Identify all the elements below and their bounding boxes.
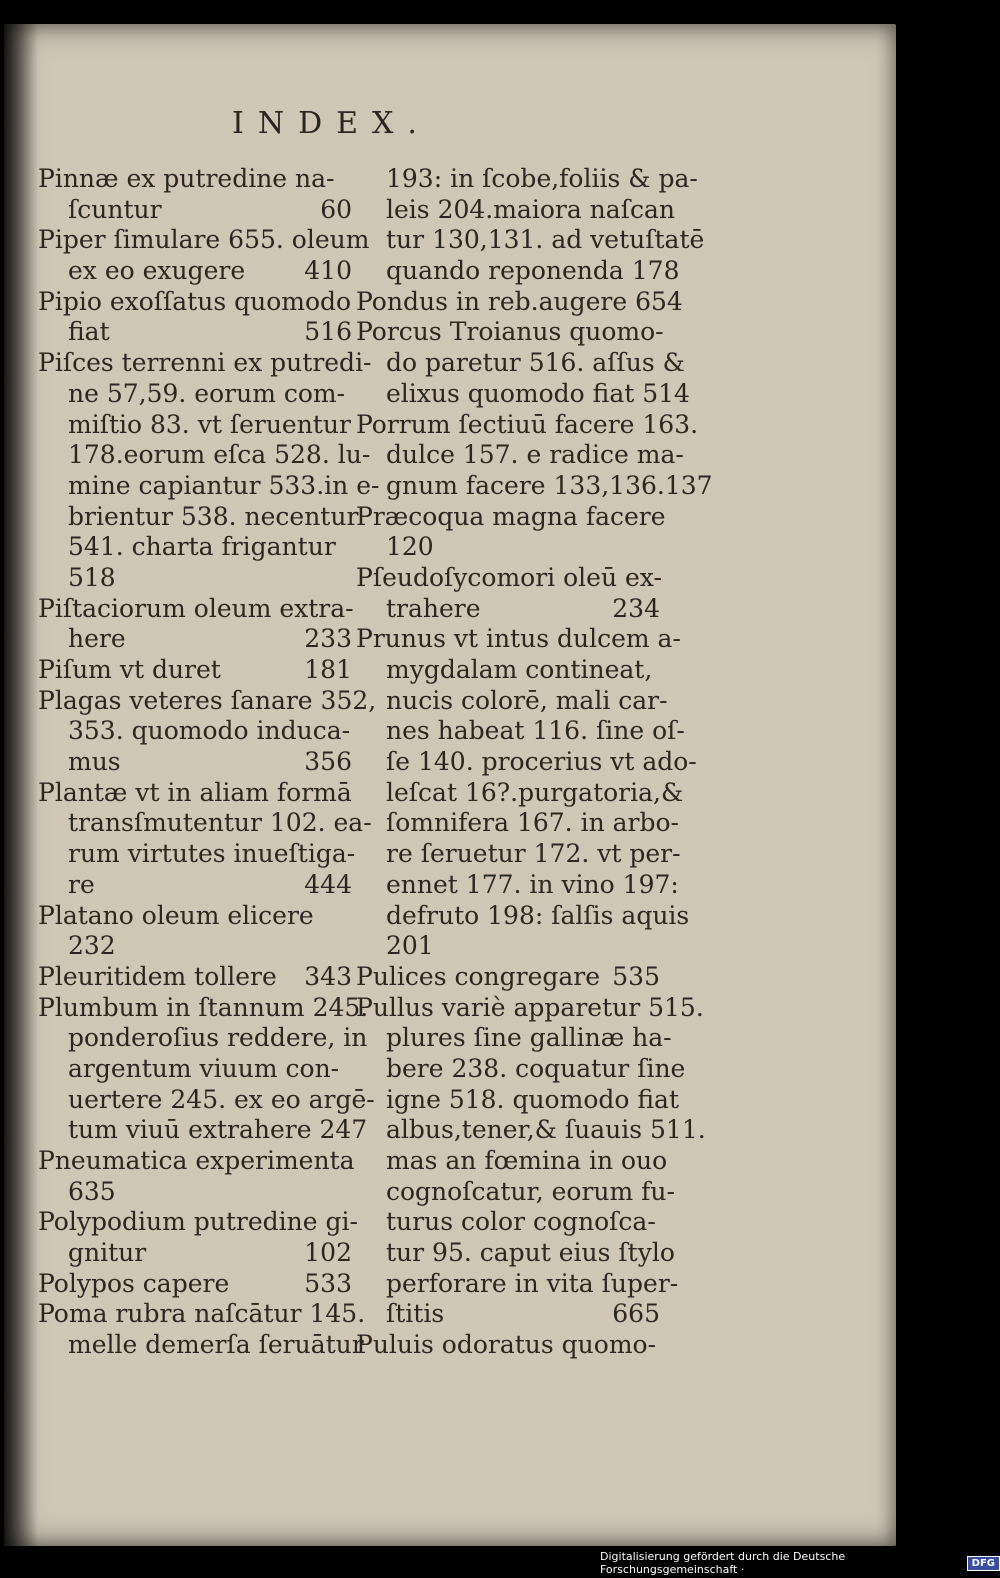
page-number: 665 <box>612 1299 660 1329</box>
page-number: 234 <box>612 593 660 623</box>
index-entry-line <box>356 225 705 256</box>
index-entry-line <box>356 1084 679 1116</box>
index-entry-line <box>356 1238 675 1269</box>
index-entry-line <box>356 256 680 287</box>
entry-text: here <box>68 624 126 654</box>
entry-text: Pinnæ ex putredine na- <box>38 164 335 193</box>
index-entry-line <box>38 594 352 625</box>
index-entry-line <box>38 225 370 256</box>
entry-text: rum virtutes inueſtiga- <box>68 839 356 869</box>
index-entry-line <box>356 378 690 410</box>
index-entry-line <box>356 1053 686 1085</box>
index-entry-line <box>38 808 372 839</box>
entry-text: tur 95. caput eius ſtylo <box>386 1238 675 1268</box>
digitization-credit <box>600 1552 1000 1574</box>
index-entry-line <box>356 685 668 717</box>
index-column-left <box>38 164 380 1361</box>
index-entry-line <box>38 747 352 778</box>
index-entry-line <box>356 348 685 379</box>
index-entry-line <box>356 624 681 655</box>
entry-text: 518 <box>68 562 116 592</box>
entry-text: miſtio 83. vt ſeruentur <box>68 409 351 439</box>
entry-text: cognoſcatur, eorum fu- <box>386 1176 675 1206</box>
entry-text: do paretur 516. aſſus & <box>386 348 685 378</box>
entry-text: tum viuū extrahere 247 <box>68 1115 368 1145</box>
index-entry-line <box>38 287 352 318</box>
index-entry-line <box>38 870 352 901</box>
entry-text: 232 <box>68 931 116 961</box>
entry-text: Piſtaciorum oleum extra- <box>38 593 354 623</box>
entry-text: Puluis odoratus quomo- <box>356 1330 657 1360</box>
entry-text: 193: in ſcobe,foliis & pa- <box>386 164 698 193</box>
index-entry-line <box>38 1023 368 1054</box>
entry-text: Plumbum in ſtannum 245. <box>38 992 369 1022</box>
index-entry-line <box>38 470 380 502</box>
index-entry-line <box>38 410 352 441</box>
entry-text: leis 204.maiora naſcan <box>386 194 675 224</box>
index-entry-line <box>38 256 352 287</box>
page-number: 102 <box>304 1238 352 1268</box>
entry-text: gnum facere 133,136.137 <box>386 470 713 500</box>
page-number: 356 <box>304 747 352 777</box>
entry-text: argentum viuum con- <box>68 1053 340 1083</box>
index-entry-line <box>38 195 352 226</box>
index-entry-line <box>356 808 679 839</box>
entry-text: melle demerſa ſeruātur <box>68 1330 364 1360</box>
entry-text: brientur 538. necentur <box>68 501 359 531</box>
index-entry-line <box>38 962 352 993</box>
index-entry-line <box>356 470 713 502</box>
book-page <box>4 24 896 1546</box>
entry-text: re ſeruetur 172. vt per- <box>386 839 681 869</box>
entry-text: gnitur <box>68 1238 147 1268</box>
page-number: 410 <box>304 256 352 286</box>
entry-text: mygdalam contineat, <box>386 655 653 684</box>
entry-text: igne 518. quomodo fiat <box>386 1084 679 1114</box>
entry-text: Piſum vt duret <box>38 655 221 684</box>
entry-text: Præcoqua magna facere <box>356 501 666 531</box>
index-entry-line <box>356 1299 660 1330</box>
index-entry-line <box>356 1207 660 1238</box>
index-entry-line <box>38 1238 352 1269</box>
entry-text: re <box>68 869 95 899</box>
index-entry-line <box>356 532 660 563</box>
index-entry-line <box>356 1330 660 1361</box>
index-entry-line <box>38 1177 352 1208</box>
index-entry-line <box>38 317 352 348</box>
entry-text: ſcuntur <box>68 194 162 224</box>
entry-text: plures ſine gallinæ ha- <box>386 1023 672 1053</box>
index-entry-line <box>38 901 352 932</box>
index-entry-line <box>38 624 352 655</box>
entry-text: albus,tener,& ſuauis 511. <box>386 1115 706 1145</box>
entry-text: Pleuritidem tollere <box>38 961 277 991</box>
index-entry-line <box>356 594 660 625</box>
entry-text: Pneumatica experimenta <box>38 1146 355 1175</box>
index-entry-line <box>356 655 660 686</box>
entry-text: Pullus variè apparetur 515. <box>356 992 704 1022</box>
index-entry-line <box>356 1023 672 1054</box>
entry-text: Pſeudoſycomori oleū ex- <box>356 562 662 592</box>
entry-text: mas an fœmina in ouo <box>386 1146 668 1175</box>
index-entry-line <box>356 501 666 533</box>
index-entry-line <box>38 1207 358 1238</box>
page-number: 535 <box>612 961 660 991</box>
index-entry-line <box>356 317 664 348</box>
entry-text: Polypos capere <box>38 1268 230 1298</box>
entry-text: ſtitis <box>386 1299 445 1329</box>
entry-text: ne 57,59. eorum com- <box>68 378 346 408</box>
entry-text: Porcus Troianus quomo- <box>356 317 664 347</box>
entry-text: 201 <box>386 931 434 961</box>
entry-text: turus color cognoſca- <box>386 1207 656 1237</box>
entry-text: ex eo exugere <box>68 256 246 286</box>
index-entry-line <box>38 1084 375 1116</box>
index-entry-line <box>38 1299 366 1330</box>
page-number: 181 <box>304 655 352 684</box>
entry-text: Piſces terrenni ex putredi- <box>38 348 372 378</box>
entry-text: tur 130,131. ad vetuſtatē <box>386 225 705 255</box>
index-entry-line <box>38 1115 368 1146</box>
index-entry-line <box>356 839 681 870</box>
entry-text: perforare in vita ſuper- <box>386 1268 679 1298</box>
index-entry-line <box>356 992 704 1024</box>
page-number: 60 <box>320 194 352 224</box>
index-entry-line <box>38 501 359 533</box>
index-entry-line <box>356 194 675 226</box>
entry-text: 120 <box>386 532 434 562</box>
index-entry-line <box>356 1115 706 1146</box>
entry-text: mus <box>68 747 121 777</box>
entry-text: transſmutentur 102. ea- <box>68 808 372 838</box>
entry-text: Prunus vt intus dulcem a- <box>356 624 681 654</box>
entry-text: ponderoſius reddere, in <box>68 1023 368 1053</box>
page-number: 444 <box>304 869 352 899</box>
page-title: INDEX. <box>232 106 431 141</box>
index-entry-line <box>38 1054 352 1085</box>
dfg-logo: DFG <box>967 1556 1000 1571</box>
index-entry-line <box>356 164 698 195</box>
index-entry-line <box>38 839 356 870</box>
page-number: 233 <box>304 624 352 654</box>
entry-text: bere 238. coquatur ſine <box>386 1053 686 1083</box>
index-entry-line <box>38 716 352 747</box>
index-entry-line <box>38 164 352 195</box>
entry-text: 541. charta frigantur <box>68 532 336 562</box>
page-number: 343 <box>304 961 352 991</box>
index-entry-line <box>38 655 352 686</box>
entry-text: uertere 245. ex eo argē- <box>68 1084 375 1114</box>
entry-text: Porrum ſectiuū facere 163. <box>356 409 699 439</box>
index-entry-line <box>38 1146 355 1177</box>
entry-text: fiat <box>68 317 110 347</box>
entry-text: quando reponenda 178 <box>386 256 680 286</box>
index-entry-line <box>356 409 699 441</box>
entry-text: Plantæ vt in aliam formā <box>38 777 352 807</box>
index-entry-line <box>38 1330 364 1361</box>
entry-text: Platano oleum elicere <box>38 900 314 930</box>
entry-text: elixus quomodo fiat 514 <box>386 378 690 408</box>
entry-text: ennet 177. in vino 197: <box>386 869 679 899</box>
entry-text: 353. quomodo induca- <box>68 716 351 746</box>
index-entry-line <box>356 962 660 993</box>
entry-text: nucis colorē, mali car- <box>386 685 668 715</box>
index-entry-line <box>356 1146 668 1177</box>
entry-text: defruto 198: ſalſis aquis <box>386 900 690 930</box>
entry-text: Pondus in reb.augere 654 <box>356 286 683 316</box>
entry-text: Polypodium putredine gi- <box>38 1207 358 1237</box>
index-entry-line <box>38 685 377 717</box>
index-entry-line <box>38 348 372 379</box>
entry-text: 635 <box>68 1176 116 1206</box>
index-entry-line <box>356 1176 675 1208</box>
index-entry-line <box>38 931 352 962</box>
entry-text: mine capiantur 533.in e- <box>68 470 380 500</box>
credit-text: Digitalisierung gefördert durch die Deutsche Forschungsgemeinschaft · <box>600 1550 846 1576</box>
index-entry-line <box>38 532 352 563</box>
entry-text: Pulices congregare <box>356 961 601 991</box>
entry-text: ſe 140. procerius vt ado- <box>386 747 697 777</box>
entry-text: Piper ſimulare 655. oleum <box>38 225 370 255</box>
index-column-right <box>356 164 713 1361</box>
page-number: 533 <box>304 1268 352 1298</box>
index-entry-line <box>356 716 685 747</box>
index-entry-line <box>38 379 352 410</box>
entry-text: dulce 157. e radice ma- <box>386 440 684 470</box>
entry-text: leſcat 16?.purgatoria,& <box>386 777 684 807</box>
entry-text: nes habeat 116. ſine oſ- <box>386 716 685 746</box>
index-entry-line <box>38 778 352 809</box>
index-entry-line <box>356 563 660 594</box>
entry-text: ſomnifera 167. in arbo- <box>386 808 679 838</box>
index-entry-line <box>38 440 371 471</box>
index-entry-line <box>38 563 352 594</box>
index-entry-line <box>356 440 684 471</box>
entry-text: 178.eorum eſca 528. lu- <box>68 440 371 470</box>
index-entry-line <box>356 747 697 778</box>
spine-shadow <box>4 24 38 1546</box>
index-entry-line <box>356 286 683 318</box>
index-entry-line <box>356 777 684 809</box>
entry-text: Plagas veteres ſanare 352, <box>38 685 377 715</box>
entry-text: Poma rubra naſcātur 145. <box>38 1299 366 1329</box>
entry-text: Pipio exoſſatus quomodo <box>38 286 352 316</box>
entry-text: trahere <box>386 593 481 623</box>
index-entry-line <box>356 931 660 962</box>
index-entry-line <box>38 992 369 1024</box>
index-entry-line <box>356 869 679 901</box>
page-number: 516 <box>304 317 352 347</box>
index-entry-line <box>38 1269 352 1300</box>
index-entry-line <box>356 1268 679 1300</box>
index-entry-line <box>356 900 690 932</box>
